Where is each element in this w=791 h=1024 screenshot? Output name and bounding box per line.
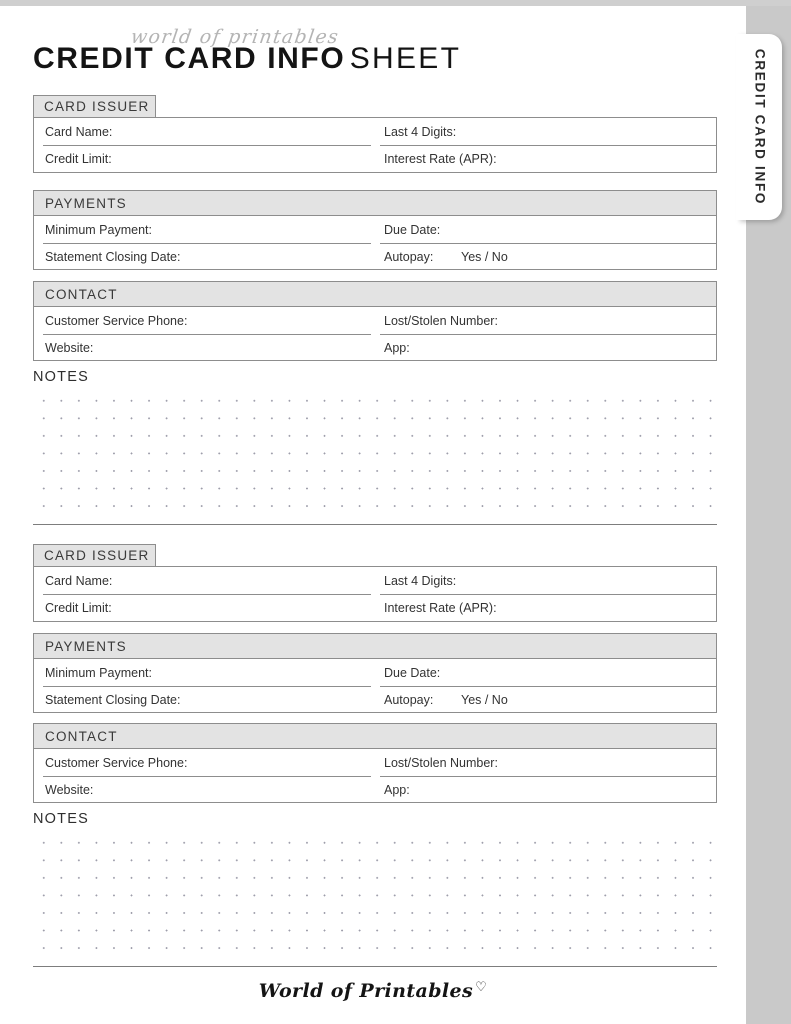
field-row xyxy=(34,567,716,595)
top-edge-strip xyxy=(0,0,791,6)
footer-brand-text: World of Printables xyxy=(258,980,474,1002)
field-label-website: Website: xyxy=(45,341,94,356)
field-label-statement-closing-date: Statement Closing Date: xyxy=(45,250,181,265)
notes-dot-grid-2[interactable] xyxy=(33,831,717,956)
brand-tagline: world of printables xyxy=(129,26,341,48)
field-label-card-name: Card Name: xyxy=(45,573,113,588)
field-row xyxy=(34,777,716,805)
field-label-interest-rate: Interest Rate (APR): xyxy=(384,152,497,167)
section-body xyxy=(33,117,717,173)
section-header-payments-1 xyxy=(33,190,717,215)
section-divider xyxy=(33,524,717,525)
section-header-payments-2 xyxy=(33,633,717,658)
section-body xyxy=(33,566,717,622)
field-label-customer-service-phone: Customer Service Phone: xyxy=(45,755,188,770)
field-label-minimum-payment: Minimum Payment: xyxy=(45,222,152,237)
field-label-autopay: Autopay: xyxy=(384,250,434,265)
field-label-card-name: Card Name: xyxy=(45,124,113,139)
section-card-issuer-1 xyxy=(33,95,717,173)
notes-dot-grid-1[interactable] xyxy=(33,389,717,514)
section-header-label: PAYMENTS xyxy=(45,638,127,654)
field-row xyxy=(34,244,716,272)
field-label-minimum-payment: Minimum Payment: xyxy=(45,665,152,680)
field-label-autopay: Autopay: xyxy=(384,693,434,708)
field-label-app: App: xyxy=(384,783,410,798)
footer-divider xyxy=(33,966,717,967)
field-label-due-date: Due Date: xyxy=(384,665,441,680)
section-header-label: CONTACT xyxy=(45,286,118,302)
field-row xyxy=(34,749,716,777)
section-contact-2 xyxy=(33,723,717,803)
section-header-label: CONTACT xyxy=(45,728,118,744)
section-body xyxy=(33,748,717,803)
page-title-light: SHEET xyxy=(349,42,462,75)
section-card-issuer-2 xyxy=(33,544,717,622)
notes-title-2: NOTES xyxy=(33,811,89,827)
field-row xyxy=(34,335,716,363)
field-label-credit-limit: Credit Limit: xyxy=(45,152,112,167)
section-header-label: CARD ISSUER xyxy=(44,548,150,563)
section-payments-1 xyxy=(33,190,717,270)
footer-brand-logo xyxy=(0,980,746,1002)
field-row xyxy=(34,659,716,687)
section-header-label: PAYMENTS xyxy=(45,195,127,211)
field-row xyxy=(34,687,716,715)
section-header-card-issuer-2 xyxy=(33,544,156,567)
field-label-last-4-digits: Last 4 Digits: xyxy=(384,124,457,139)
field-label-last-4-digits: Last 4 Digits: xyxy=(384,573,457,588)
field-option-autopay-yes-no[interactable]: Yes / No xyxy=(461,693,508,708)
section-header-label: CARD ISSUER xyxy=(44,99,150,114)
field-label-due-date: Due Date: xyxy=(384,222,441,237)
field-label-interest-rate: Interest Rate (APR): xyxy=(384,601,497,616)
field-label-app: App: xyxy=(384,341,410,356)
section-body xyxy=(33,215,717,270)
notes-title-1: NOTES xyxy=(33,369,89,385)
page-title-bold: CREDIT CARD INFO xyxy=(33,42,346,75)
field-label-statement-closing-date: Statement Closing Date: xyxy=(45,693,181,708)
field-option-autopay-yes-no[interactable]: Yes / No xyxy=(461,250,508,265)
section-header-card-issuer-1 xyxy=(33,95,156,118)
field-label-website: Website: xyxy=(45,783,94,798)
field-row xyxy=(34,118,716,146)
field-label-lost-stolen-number: Lost/Stolen Number: xyxy=(384,313,498,328)
section-body xyxy=(33,658,717,713)
section-header-contact-2 xyxy=(33,723,717,748)
side-tab-seam xyxy=(736,34,746,220)
side-index-tab-label: CREDIT CARD INFO xyxy=(752,48,768,206)
field-row xyxy=(34,216,716,244)
field-row xyxy=(34,595,716,623)
heart-icon: ♡ xyxy=(475,980,488,995)
page-title xyxy=(33,44,461,74)
field-row xyxy=(34,307,716,335)
field-label-customer-service-phone: Customer Service Phone: xyxy=(45,313,188,328)
section-header-contact-1 xyxy=(33,281,717,306)
field-label-lost-stolen-number: Lost/Stolen Number: xyxy=(384,755,498,770)
section-payments-2 xyxy=(33,633,717,713)
field-label-credit-limit: Credit Limit: xyxy=(45,601,112,616)
section-body xyxy=(33,306,717,361)
section-contact-1 xyxy=(33,281,717,361)
field-row xyxy=(34,146,716,174)
